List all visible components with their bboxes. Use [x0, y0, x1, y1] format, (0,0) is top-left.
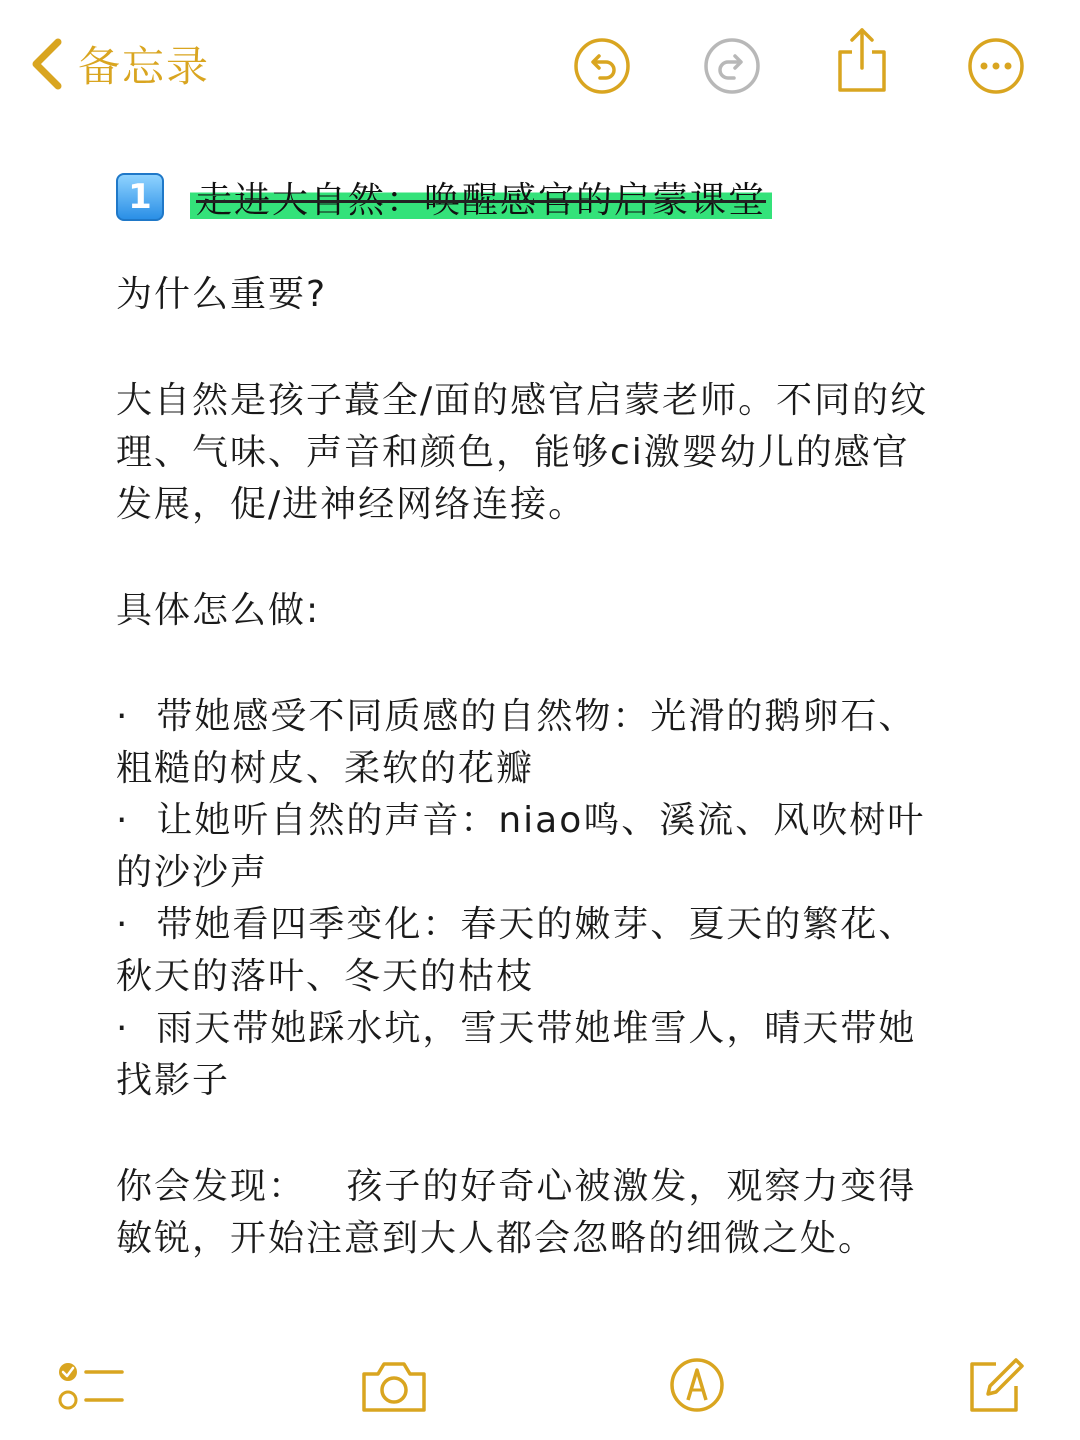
list-item: · 让她听自然的声音：niao鸣、溪流、风吹树叶的沙沙声 [116, 800, 926, 893]
compose-icon [966, 1356, 1026, 1416]
keycap-number-badge: 1 [116, 173, 164, 221]
why-paragraph: 大自然是孩子蕞全/面的感官启蒙老师。不同的纹理、气味、声音和颜色，能够ci激婴幼儿的感官发展，促/进神经网络连接。 [116, 380, 929, 525]
list-item: · 雨天带她踩水坑，雪天带她堆雪人，晴天带她找影子 [116, 1008, 917, 1101]
list-item: · 带她看四季变化：春天的嫩芽、夏天的繁花、秋天的落叶、冬天的枯枝 [116, 904, 917, 997]
redo-icon [702, 36, 762, 96]
list-item: · 带她感受不同质感的自然物：光滑的鹅卵石、粗糙的树皮、柔软的花瓣 [116, 696, 917, 789]
more-button[interactable] [966, 36, 1026, 96]
undo-button[interactable] [572, 36, 632, 96]
chevron-left-icon [28, 36, 68, 92]
result-paragraph: 你会发现： 孩子的好奇心被激发，观察力变得敏锐，开始注意到大人都会忽略的细微之处。 [116, 1166, 917, 1259]
bottom-toolbar [0, 1340, 1080, 1440]
share-icon [832, 26, 892, 96]
navigation-bar [0, 0, 1080, 130]
back-button[interactable] [28, 32, 210, 96]
compose-button[interactable] [966, 1356, 1026, 1416]
markup-icon [668, 1356, 726, 1414]
camera-icon [360, 1358, 428, 1414]
note-body[interactable] [116, 165, 936, 1265]
camera-button[interactable] [360, 1358, 428, 1414]
how-heading: 具体怎么做: [116, 590, 321, 631]
redo-button[interactable] [702, 36, 762, 96]
note-title-row [116, 165, 936, 229]
undo-icon [572, 36, 632, 96]
share-button[interactable] [832, 26, 892, 96]
back-label: 备忘录 [78, 42, 211, 91]
why-heading: 为什么重要? [116, 274, 328, 315]
checklist-icon [58, 1360, 124, 1412]
markup-button[interactable] [668, 1356, 726, 1414]
note-title: 走进大自然：唤醒感官的启蒙课堂 [190, 172, 772, 223]
checklist-button[interactable] [58, 1360, 124, 1412]
more-icon [966, 36, 1026, 96]
